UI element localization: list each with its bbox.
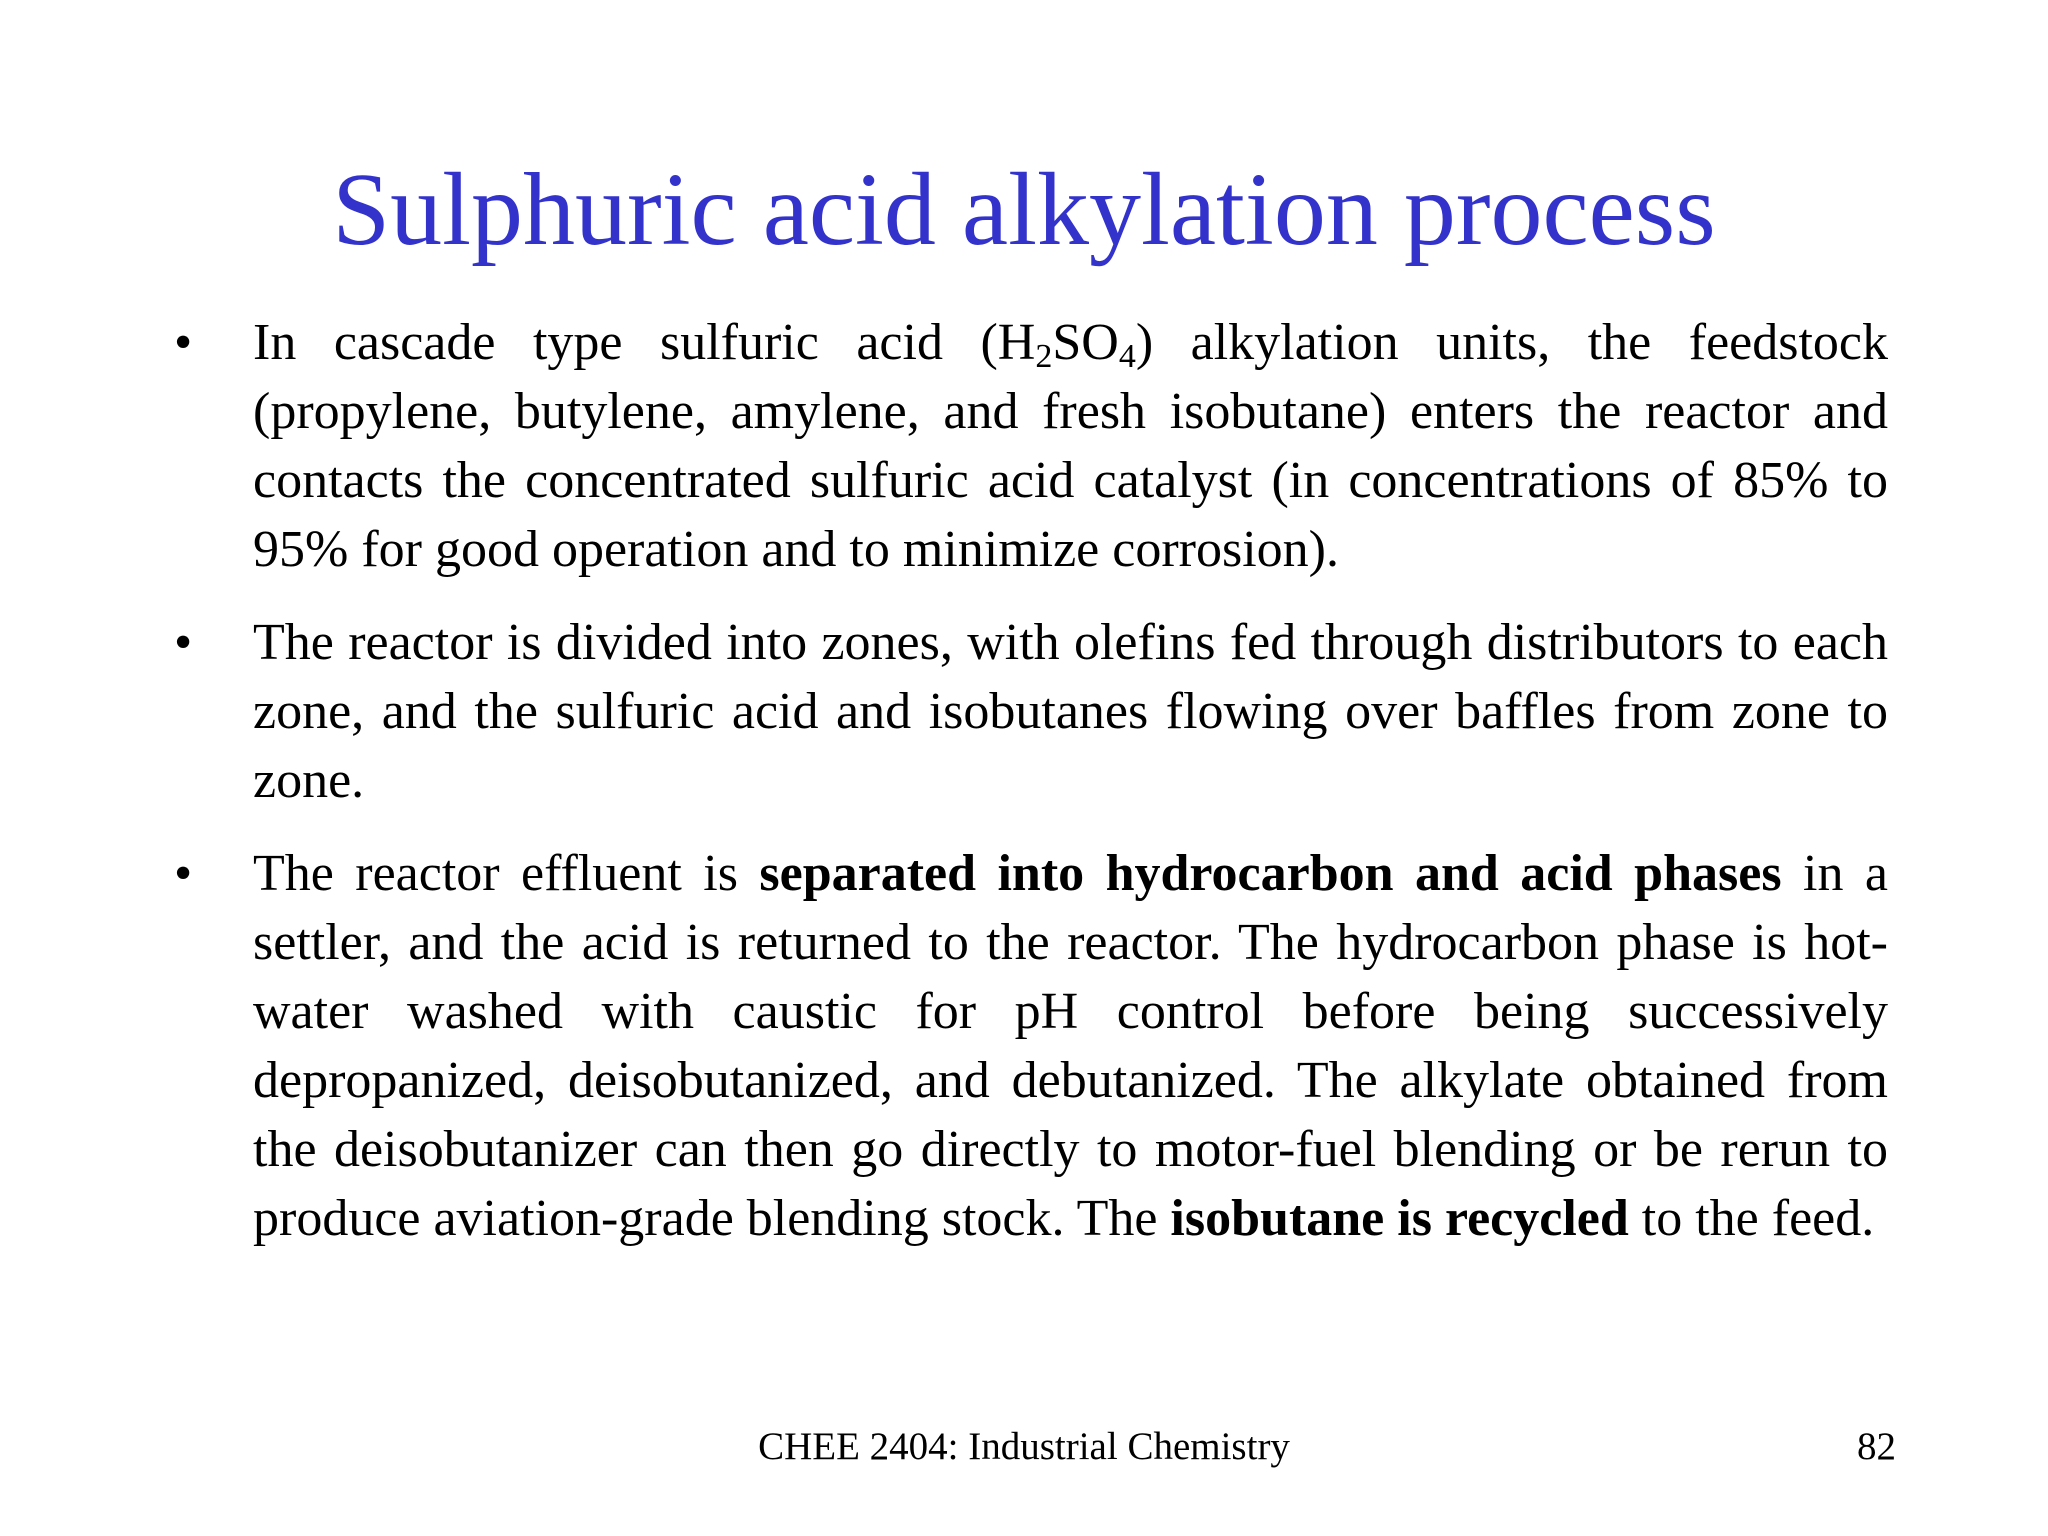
footer-course: CHEE 2404: Industrial Chemistry xyxy=(758,1425,1290,1468)
bullet-icon: • xyxy=(174,614,193,671)
bold-text: isobutane is recycled xyxy=(1170,1190,1629,1247)
page-number: 82 xyxy=(1857,1425,1896,1468)
bullet-text xyxy=(253,308,1888,584)
text-segment: to the feed. xyxy=(1628,1190,1875,1247)
bullet-icon: • xyxy=(174,845,193,902)
subscript: 2 xyxy=(1035,338,1053,375)
text-segment: ) alkylation units, the feedstock (propylene, butylene, amylene, and fresh isobutane) enters the reactor and contacts the concentrated sulfuric acid catalyst (in concentrations of 85% to 95% for good operation and to minimize corrosion). xyxy=(253,314,1888,578)
bold-text: separated into hydrocarbon and acid phases xyxy=(759,845,1782,902)
bullet-item-effluent xyxy=(160,839,1888,1253)
text-segment: in a settler, and the acid is returned to the reactor. The hydrocarbon phase is hot-water washed with caustic for pH control before being successively depropanized, deisobutanized, and debutanized. The alkylate obtained from the deisobutanizer can then go directly to motor-fuel blending or be rerun to produce aviation-grade blending stock. The xyxy=(253,845,1888,1247)
text-segment: In cascade type sulfuric acid (H xyxy=(253,314,1036,371)
bullet-list xyxy=(160,308,1888,1253)
text-segment: The reactor effluent is xyxy=(253,845,760,902)
bullet-item-reactor-zones xyxy=(160,608,1888,815)
subscript: 4 xyxy=(1118,338,1136,375)
bullet-text: The reactor is divided into zones, with olefins fed through distributors to each zone, and the sulfuric acid and isobutanes flowing over baffles from zone to zone. xyxy=(253,614,1888,809)
bullet-item-feedstock xyxy=(160,308,1888,584)
text-segment: SO xyxy=(1052,314,1119,371)
slide-title: Sulphuric acid alkylation process xyxy=(332,152,1716,267)
bullet-text xyxy=(253,839,1888,1253)
bullet-icon: • xyxy=(174,314,193,371)
